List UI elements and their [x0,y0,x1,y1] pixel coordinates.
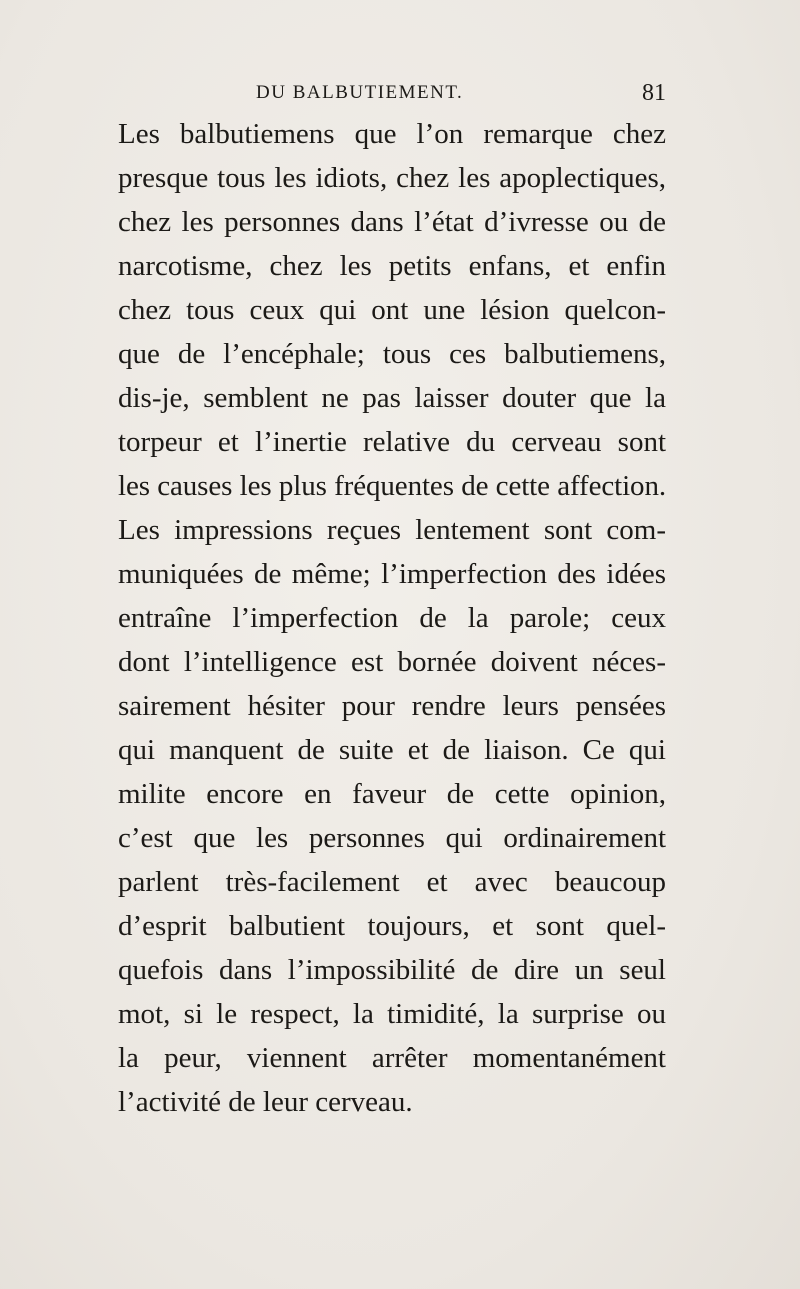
text-line: Les balbutiemens que l’on remarque chez [118,118,666,150]
text-line: que de l’encéphale; tous ces balbutiemens, [118,338,666,370]
text-line: quefois dans l’impossibilité de dire un seul [118,954,666,986]
text-line: entraîne l’imperfection de la parole; ceux [118,602,666,634]
text-line: c’est que les personnes qui ordinairement [118,822,666,854]
text-line: milite encore en faveur de cette opinion, [118,778,666,810]
text-line: muniquées de même; l’imperfection des idées [118,558,666,590]
text-line: torpeur et l’inertie relative du cerveau sont [118,426,666,458]
text-line: dont l’intelligence est bornée doivent néces- [118,646,666,678]
text-line: l’activité de leur cerveau. [118,1086,413,1118]
text-line: chez les personnes dans l’état d’ivresse ou de [118,206,666,238]
text-line: dis-je, semblent ne pas laisser douter que la [118,382,666,414]
text-line: chez tous ceux qui ont une lésion quelcon- [118,294,666,326]
text-line: d’esprit balbutient toujours, et sont quel- [118,910,666,942]
text-line: presque tous les idiots, chez les apoplectiques, [118,162,666,194]
page-header [118,78,666,108]
text-line: narcotisme, chez les petits enfans, et enfin [118,250,666,282]
running-head: DU BALBUTIEMENT. [256,82,464,103]
text-line: Les impressions reçues lentement sont com- [118,514,666,546]
text-line: qui manquent de suite et de liaison. Ce qui [118,734,666,766]
page-number: 81 [642,80,666,106]
body-paragraph [118,112,666,1124]
text-line: sairement hésiter pour rendre leurs pensées [118,690,666,722]
text-line: parlent très-facilement et avec beaucoup [118,866,666,898]
text-line: la peur, viennent arrêter momentanément [118,1042,666,1074]
text-line: mot, si le respect, la timidité, la surprise ou [118,998,666,1030]
text-line: les causes les plus fréquentes de cette affection. [118,470,666,502]
